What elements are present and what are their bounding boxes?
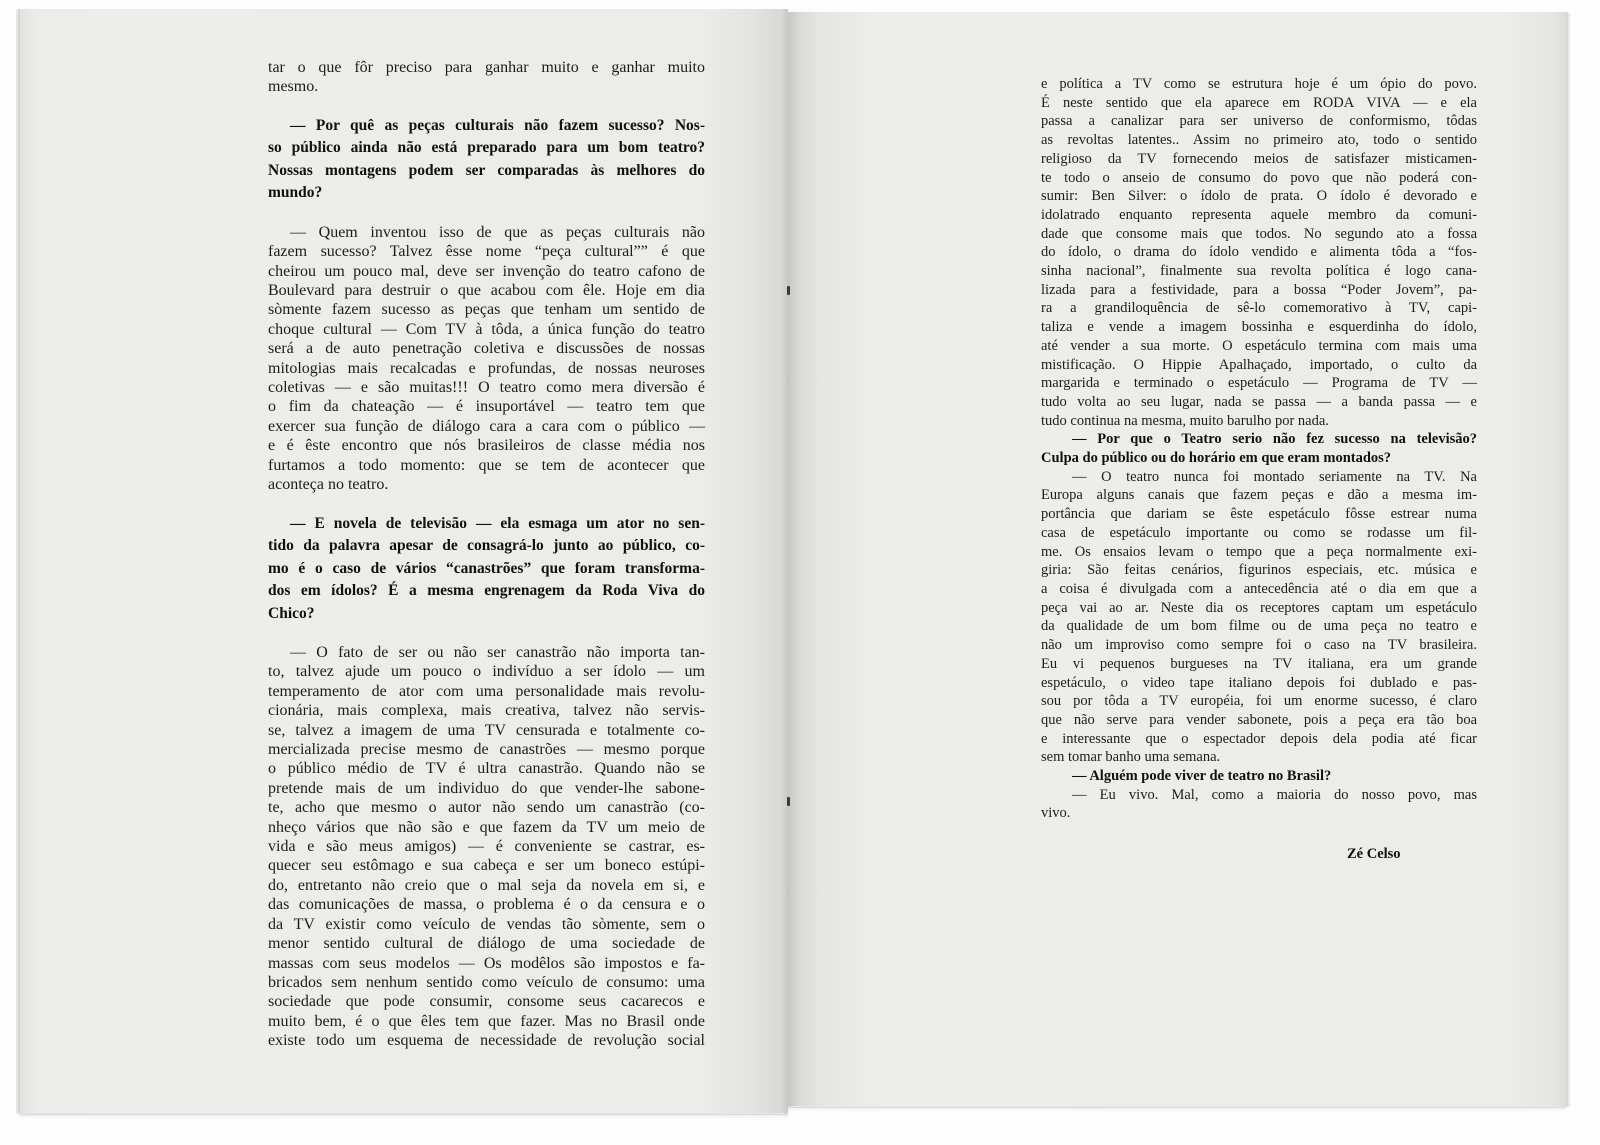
text-line: — Quem inventou isso de que as peças culturais não bbox=[290, 223, 705, 241]
text-line: nheço vários que não são e que fazem da TV um meio de bbox=[268, 818, 705, 836]
text-line: fazem sucesso? Talvez êsse nome “peça cultural”” é que bbox=[268, 243, 705, 261]
text-line: dos em ídolos? É a mesma engrenagem da Roda Viva do bbox=[268, 582, 705, 599]
text-line: exercer sua função de diálogo cara a cara com o público — bbox=[268, 417, 705, 435]
interview-question bbox=[1041, 767, 1477, 786]
text-line: tudo continua na mesma, muito barulho por nada. bbox=[1041, 412, 1329, 429]
text-line: giria: São feitas cenários, figurinos especiais, etc. música e bbox=[1041, 562, 1477, 579]
text-line: so público ainda não está preparado para um bom teatro? bbox=[268, 139, 705, 157]
text-line: se, talvez a imagem de uma TV censurada e totalmente co- bbox=[268, 721, 705, 739]
text-line: passa a canalizar para ser universo de conformismo, tôdas bbox=[1041, 113, 1477, 130]
text-line: — O teatro nunca foi montado seriamente na TV. Na bbox=[1072, 468, 1477, 485]
left-text-column bbox=[268, 58, 705, 1051]
text-line: muito bem, é o que êles tem que fazer. Mas no Brasil onde bbox=[268, 1012, 705, 1030]
text-line: mundo? bbox=[268, 184, 323, 202]
text-line: ra a grandiloquência de sê-lo comemorativo à TV, capi- bbox=[1041, 300, 1477, 317]
gutter-mark bbox=[787, 286, 790, 295]
text-line: portância que dariam se êste espetáculo fôsse estrear numa bbox=[1041, 506, 1477, 523]
text-line: casa de espetáculo importante ou como se rodasse um fil- bbox=[1041, 524, 1477, 541]
text-line: do ídolo, o drama do ídolo vendido e alimenta tôda a “fos- bbox=[1041, 244, 1477, 261]
text-line: me. Os ensaios levam o tempo que a peça normalmente exi- bbox=[1041, 543, 1477, 560]
text-line: e política a TV como se estrutura hoje é um ópio do povo. bbox=[1041, 76, 1477, 92]
text-line: tudo volta ao seu lugar, nada se passa — a banda passa — e bbox=[1041, 393, 1477, 410]
text-line: mercializada precise mesmo de canastrões — mesmo porque bbox=[268, 741, 705, 759]
text-line: mistificação. O Hippie Apalhaçado, importado, o culto da bbox=[1041, 356, 1477, 373]
text-line: não um improviso como sempre foi o caso na TV brasileira. bbox=[1041, 637, 1477, 654]
text-line: espetáculo, o video tape italiano depois foi dublado e pas- bbox=[1041, 674, 1477, 691]
text-line: — O fato de ser ou não ser canastrão não importa tan- bbox=[290, 644, 705, 661]
text-line: te todo o anseio de consumo do povo que não poderá con- bbox=[1041, 169, 1477, 186]
gutter-mark bbox=[787, 797, 790, 806]
text-line: dade que consome mais que todos. No segundo ato a fossa bbox=[1041, 225, 1477, 242]
text-line: vivo. bbox=[1041, 805, 1071, 822]
text-line: to, talvez ajude um pouco o indivíduo a ser ídolo — um bbox=[268, 663, 705, 681]
text-line: da qualidade de um bom filme ou de uma peça no teatro e bbox=[1041, 618, 1477, 635]
text-line: coletivas — e são muitas!!! O teatro como mera diversão é bbox=[268, 379, 705, 397]
text-line: massas com seus modelos — Os modêlos são impostos e fa- bbox=[268, 954, 705, 972]
text-line: sinha nacional”, finalmente sua revolta política é logo cana- bbox=[1041, 263, 1477, 280]
text-line: cionária, mais complexa, mais creativa, talvez não servis- bbox=[268, 702, 705, 720]
interview-question bbox=[268, 513, 705, 626]
interview-question bbox=[1041, 430, 1477, 467]
text-line: e interessante que o espectador depois dela podia até ficar bbox=[1041, 730, 1477, 747]
text-line: — Por quê as peças culturais não fazem sucesso? Nos- bbox=[290, 116, 705, 134]
body-paragraph bbox=[1041, 75, 1477, 430]
body-paragraph bbox=[268, 58, 705, 97]
text-line: Nossas montagens podem ser comparadas às melhores do bbox=[268, 161, 705, 179]
text-line: Culpa do público ou do horário em que eram montados? bbox=[1041, 450, 1392, 467]
right-page bbox=[788, 12, 1566, 1106]
interview-question bbox=[268, 115, 705, 205]
author-signature: Zé Celso bbox=[1347, 846, 1401, 862]
text-line: peça vai ao ar. Neste dia os receptores captam um espetáculo bbox=[1041, 599, 1477, 616]
text-line: te, acho que mesmo o autor não sendo um canastrão (co- bbox=[268, 799, 705, 817]
text-line: — Eu vivo. Mal, como a maioria do nosso povo, mas bbox=[1072, 786, 1477, 803]
text-line: pretende mais de um individuo do que vender-lhe sabone- bbox=[268, 779, 705, 797]
text-line: bricados sem nenhum sentido como veículo de consumo: uma bbox=[268, 973, 705, 991]
body-paragraph bbox=[268, 223, 705, 495]
text-line: o público médio de TV é ultra canastrão. Quando não se bbox=[268, 760, 705, 778]
text-line: tido da palavra apesar de consagrá-lo junto ao público, co- bbox=[268, 537, 705, 554]
text-line: Chico? bbox=[268, 604, 315, 622]
text-line: e é êste encontro que nós brasileiros de classe média nos bbox=[268, 437, 705, 455]
text-line: Eu vi pequenos burgueses na TV italiana, era um grande bbox=[1041, 655, 1477, 672]
body-paragraph bbox=[268, 643, 705, 1051]
text-line: as revoltas latentes.. Assim no primeiro ato, todo o sentido bbox=[1041, 132, 1477, 149]
text-line: furtamos a todo momento: que se tem de acontecer que bbox=[268, 456, 705, 474]
text-line: o fim da chateação — é insuportável — teatro tem que bbox=[268, 398, 705, 416]
text-line: choque cultural — Com TV à tôda, a única função do teatro bbox=[268, 320, 705, 338]
text-line: — Alguém pode viver de teatro no Brasil? bbox=[1072, 768, 1332, 785]
text-line: existe todo um esquema de necessidade de revolução social bbox=[268, 1032, 705, 1050]
text-line: taliza e vende a imagem bossinha e esquerdinha do ídolo, bbox=[1041, 319, 1477, 336]
text-line: mo é o caso de vários “canastrões” que foram transforma- bbox=[268, 559, 705, 577]
text-line: da TV existir como veículo de vendas tão sòmente, sem o bbox=[268, 915, 705, 933]
text-line: sem tomar banho uma semana. bbox=[1041, 749, 1221, 766]
text-line: a coisa é divulgada com a antecedência até o dia em que a bbox=[1041, 580, 1477, 597]
text-line: margarida e terminado o espetáculo — Programa de TV — bbox=[1041, 375, 1477, 392]
text-line: idolatrado enquanto representa aquele membro da comuni- bbox=[1041, 206, 1477, 223]
text-line: vida e são meus amigos) — é conveniente se castrar, es- bbox=[268, 838, 705, 856]
text-line: sou por tôda a TV européia, foi um enorme sucesso, é claro bbox=[1041, 693, 1477, 710]
right-text-column bbox=[1041, 75, 1477, 823]
text-line: quecer seu estômago e sua cabeça e ser um boneco estúpi- bbox=[268, 857, 705, 875]
text-line: religioso da TV fornecendo meios de satisfazer misticamen- bbox=[1041, 150, 1477, 167]
text-line: tar o que fôr preciso para ganhar muito e ganhar muito bbox=[268, 59, 705, 76]
text-line: — E novela de televisão — ela esmaga um ator no sen- bbox=[290, 514, 705, 532]
text-line: sòmente fazem sucesso as peças que tenham um sentido de bbox=[268, 301, 705, 319]
text-line: mitologias mais recalcadas e profundas, de nossas neuroses bbox=[268, 359, 705, 377]
text-line: até vender a sua morte. O espetáculo termina com mais uma bbox=[1041, 337, 1477, 354]
text-line: cheirou um pouco mal, deve ser invenção do teatro cafono de bbox=[268, 262, 705, 280]
text-line: É neste sentido que ela aparece em RODA VIVA — e ela bbox=[1041, 94, 1477, 111]
text-line: das comunicações de massa, o problema é o da censura e o bbox=[268, 896, 705, 914]
left-page bbox=[20, 9, 788, 1113]
text-line: que não serve para vender sabonete, pois a peça era tão boa bbox=[1041, 711, 1477, 728]
text-line: sumir: Ben Silver: o ídolo de prata. O ídolo é devorado e bbox=[1041, 188, 1477, 205]
text-line: do, entretanto não creio que o mal seja da novela em si, e bbox=[268, 876, 705, 894]
text-line: lizada para a festividade, para a bossa “Poder Jovem”, pa- bbox=[1041, 281, 1477, 298]
text-line: sociedade que pode consumir, consome seus cacarecos e bbox=[268, 993, 705, 1011]
text-line: Europa alguns canais que fazem peças e dão a mesma im- bbox=[1041, 487, 1477, 504]
text-line: mesmo. bbox=[268, 78, 319, 96]
text-line: temperamento de ator com uma personalidade mais revolu- bbox=[268, 682, 705, 700]
body-paragraph bbox=[1041, 468, 1477, 767]
body-paragraph bbox=[1041, 786, 1477, 823]
text-line: Boulevard para destruir o que acabou com êle. Hoje em dia bbox=[268, 282, 705, 300]
text-line: será a de auto penetração coletiva e discussões de nossas bbox=[268, 340, 705, 358]
text-line: menor sentido cultural de diálogo de uma sociedade de bbox=[268, 935, 705, 953]
text-line: aconteça no teatro. bbox=[268, 476, 389, 494]
text-line: — Por que o Teatro serio não fez sucesso na televisão? bbox=[1072, 431, 1477, 448]
